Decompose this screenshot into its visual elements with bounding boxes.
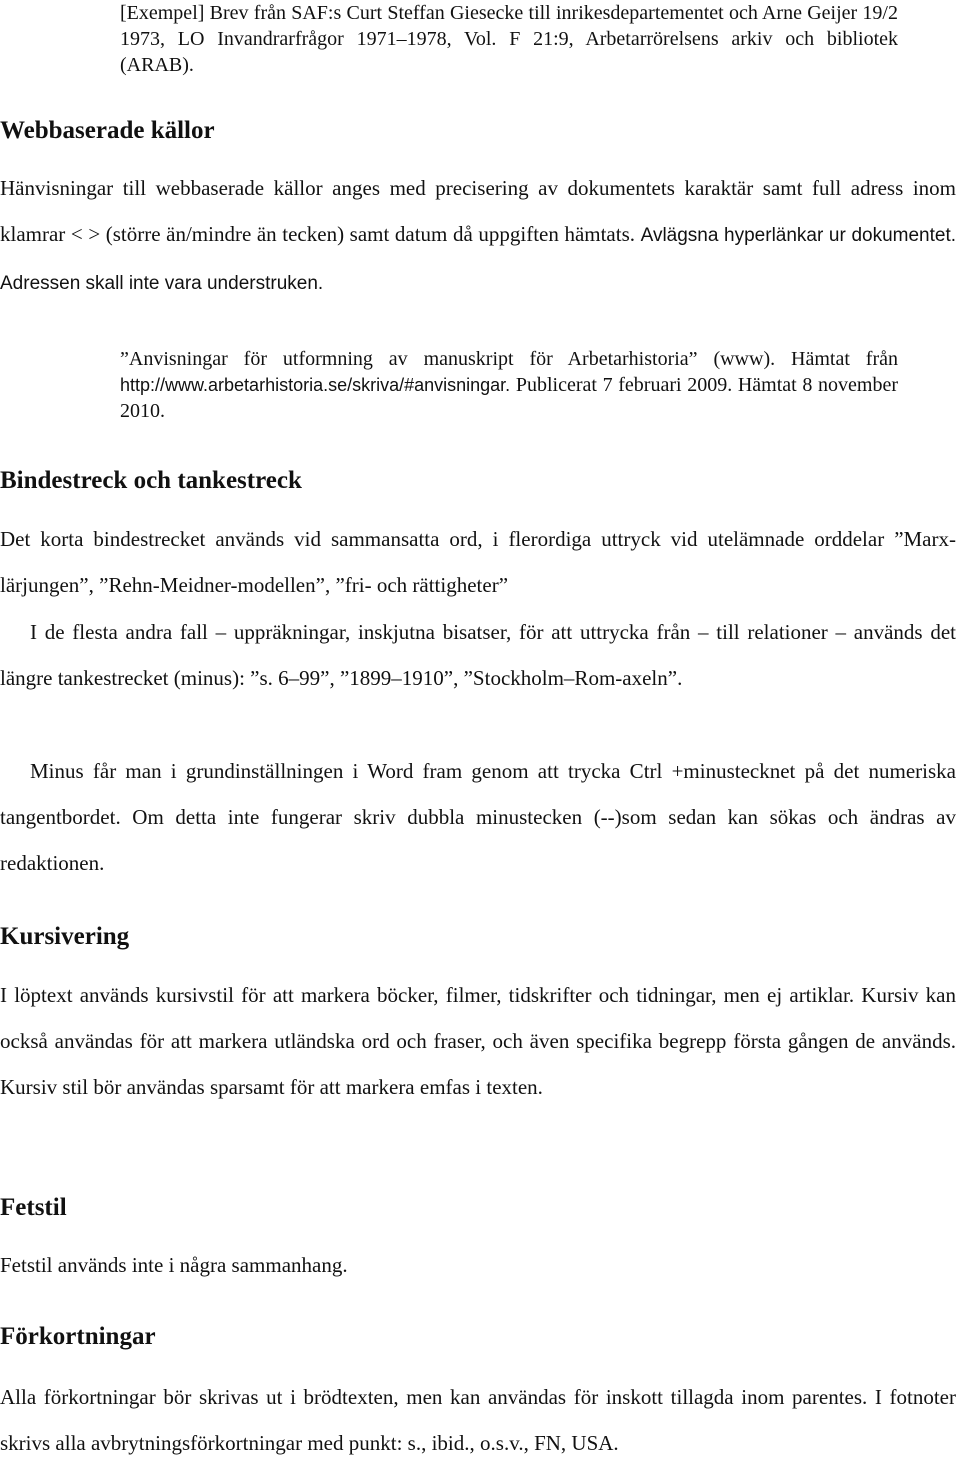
web-source-example-url: http://www.arbetarhistoria.se/skriva/#anvisningar. [120,375,511,395]
paragraph-hyphens-2: I de flesta andra fall – uppräkningar, inskjutna bisatser, för att uttrycka från – till relationer – används det längre tankestrecket (minus): ”s. 6–99”, ”1899–1910”, ”Stockholm–Rom-axeln”. [0,620,956,690]
paragraph-italics: I löptext används kursivstil för att markera böcker, filmer, tidskrifter och tidningar, men ej artiklar. Kursiv kan också användas för att markera utländska ord och fraser, och även specifika begrepp första gången de används. Kursiv stil bör användas sparsamt för att markera emfas i texten. [0,983,956,1099]
paragraph-bold: Fetstil används inte i några sammanhang. [0,1253,348,1277]
web-source-example-text: ”Anvisningar för utformning av manuskript för Arbetarhistoria” (www). Hämtat från [120,348,898,370]
paragraph-web-sources-text: Hänvisningar till webbaserade källor anges med precisering av dokumentets karaktär samt full adress inom klamrar < > (större än/mindre än tecken) samt datum då uppgiften hämtats. [0,176,956,246]
heading-web-sources: Webbaserade källor [0,117,215,144]
paragraph-abbreviations: Alla förkortningar bör skrivas ut i brödtexten, men kan användas för inskott tillagda inom parentes. I fotnoter skrivs alla avbrytningsförkortningar med punkt: s., ibid., o.s.v., FN, USA. [0,1385,956,1455]
paragraph-web-sources-note: Avlägsna hyperlänkar ur dokumentet. Adressen skall inte vara understruken. [0,225,957,294]
heading-bold: Fetstil [0,1194,67,1221]
paragraph-hyphens-1: Det korta bindestrecket används vid sammansatta ord, i flerordiga uttryck vid utelämnade orddelar ”Marx-lärjungen”, ”Rehn-Meidner-modellen”, ”fri- och rättigheter” [0,527,956,597]
web-source-example [120,346,898,424]
paragraph-hyphens-3: Minus får man i grundinställningen i Word fram genom att trycka Ctrl +minustecknet på det numeriska tangentbordet. Om detta inte fungerar skriv dubbla minustecken (--)som sedan kan sökas och ändras av redaktionen. [0,759,956,875]
heading-abbreviations: Förkortningar [0,1323,156,1350]
web-source-example-dates: Publicerat 7 februari 2009. Hämtat 8 november 2010. [120,374,898,422]
example-citation: [Exempel] Brev från SAF:s Curt Steffan Giesecke till inrikesdepartementet och Arne Geijer 19/2 1973, LO Invandrarfrågor 1971–1978, Vol. F 21:9, Arbetarrörelsens arkiv och bibliotek (ARAB). [120,2,898,76]
heading-italics: Kursivering [0,923,130,950]
paragraph-web-sources [0,165,956,307]
heading-hyphens: Bindestreck och tankestreck [0,467,302,494]
